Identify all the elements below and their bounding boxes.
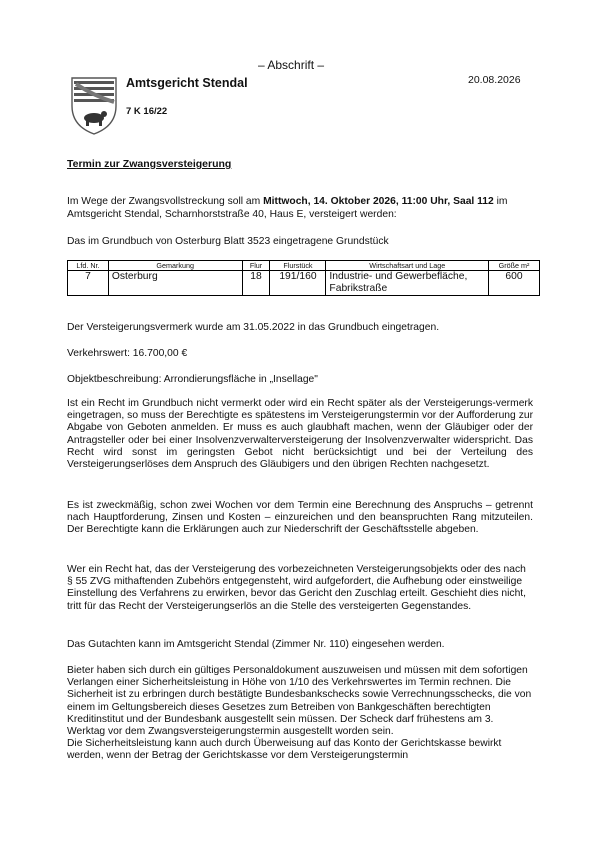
- cell-flurstueck: 191/160: [270, 271, 326, 296]
- table-row: [68, 271, 540, 296]
- col-header-groesse: Größe m²: [489, 261, 540, 271]
- case-number: 7 K 16/22: [126, 106, 168, 117]
- bidders-paragraph: Bieter haben sich durch ein gültiges Personaldokument auszuweisen und müssen mit dem sofortigen Verlangen einer Sicherheitsleistung in Höhe von 1/10 des Verkehrswertes im Termin rechnen. Die Sicherheit ist zu erbringen durch bestätigte Bundesbankschecks sowie Verrechnungsschecks, die von einem im Geltungsbereich dieses Gesetzes zum Betreiben von Bankgeschäften berechtigten Kreditinstitut und der Bundesbank ausgestellt sein müssen. Der Scheck darf frühestens am 3. Werktag vor dem Zwangsversteigerungstermin ausgestellt worden sein.: [67, 665, 532, 738]
- market-value: Verkehrswert: 16.700,00 €: [67, 348, 188, 359]
- cell-groesse: 600: [489, 271, 540, 296]
- bidders-section: [67, 665, 533, 763]
- notice-title: Termin zur Zwangsversteigerung: [67, 158, 232, 170]
- property-intro: Das im Grundbuch von Osterburg Blatt 3523 eingetragene Grundstück: [67, 236, 389, 247]
- coat-of-arms-icon: [68, 72, 120, 136]
- objection-paragraph: Wer ein Recht hat, das der Versteigerung des vorbezeichneten Versteigerungsobjekts oder des nach § 55 ZVG mithaftenden Zubehörs entgegensteht, wird aufgefordert, die Aufhebung oder einstweilige Einstellung des Verfahrens zu erwirken, bevor das Gericht den Zuschlag erteilt. Geschieht dies nicht, tritt für das Recht der Versteigerungserlös an die Stelle des versteigerten Gegenstandes.: [67, 564, 527, 612]
- document-date: 20.08.2026: [468, 74, 521, 86]
- header-mark: – Abschrift –: [258, 58, 325, 72]
- cell-wirtschaftsart: Industrie- und Gewerbefläche, Fabrikstraße: [326, 271, 489, 296]
- auction-intro: [67, 195, 537, 221]
- intro-prefix: Im Wege der Zwangsvollstreckung soll am: [67, 196, 264, 207]
- col-header-flur: Flur: [242, 261, 270, 271]
- security-transfer-paragraph: Die Sicherheitsleistung kann auch durch Überweisung auf das Konto der Gerichtskasse bewirkt werden, wenn der Betrag der Gerichtskasse vor dem Versteigerungstermin: [67, 738, 502, 762]
- col-header-wirtschaftsart: Wirtschaftsart und Lage: [326, 261, 489, 271]
- object-description: Objektbeschreibung: Arrondierungsfläche in „Insellage": [67, 374, 318, 385]
- intro-suffix: im Amtsgericht Stendal, Scharnhorststraße 40, Haus E, versteigert werden:: [67, 196, 508, 220]
- rights-paragraph: Ist ein Recht im Grundbuch nicht vermerkt oder wird ein Recht später als der Versteigerungs-vermerk eingetragen, so muss der Berechtigte es spätestens im Versteigerungstermin vor der Aufforderung zur Abgabe von Geboten anmelden. Er muss es auch glaubhaft machen, wenn der Gläubiger oder der Antragsteller oder bei einer Insolvenzverwalterversteigerung der Insolvenzverwalter widerspricht. Das Recht wird sonst im geringsten Gebot nicht berücksichtigt und bei der Verteilung des Versteigerungserlöses dem Anspruch des Gläubigers und den übrigen Rechten nachgesetzt.: [67, 398, 533, 471]
- col-header-lfd: Lfd. Nr.: [68, 261, 109, 271]
- table-header-row: [68, 261, 540, 271]
- expertise-paragraph: Das Gutachten kann im Amtsgericht Stendal (Zimmer Nr. 110) eingesehen werden.: [67, 639, 445, 650]
- col-header-gemarkung: Gemarkung: [108, 261, 242, 271]
- cell-gemarkung: Osterburg: [108, 271, 242, 296]
- registration-note: Der Versteigerungsvermerk wurde am 31.05.2022 in das Grundbuch eingetragen.: [67, 322, 440, 333]
- court-name: Amtsgericht Stendal: [126, 76, 248, 90]
- parcel-table: [67, 260, 540, 296]
- calculation-paragraph: Es ist zweckmäßig, schon zwei Wochen vor dem Termin eine Berechnung des Anspruchs – getrennt nach Hauptforderung, Zinsen und Kosten – einzureichen und den beanspruchten Rang mitzuteilen. Der Berechtigte kann die Erklärungen auch zur Niederschrift der Geschäftsstelle abgeben.: [67, 500, 533, 536]
- auction-date-time: Mittwoch, 14. Oktober 2026, 11:00 Uhr, Saal 112: [263, 196, 494, 207]
- cell-flur: 18: [242, 271, 270, 296]
- cell-lfd: 7: [68, 271, 109, 296]
- col-header-flurstueck: Flurstück: [270, 261, 326, 271]
